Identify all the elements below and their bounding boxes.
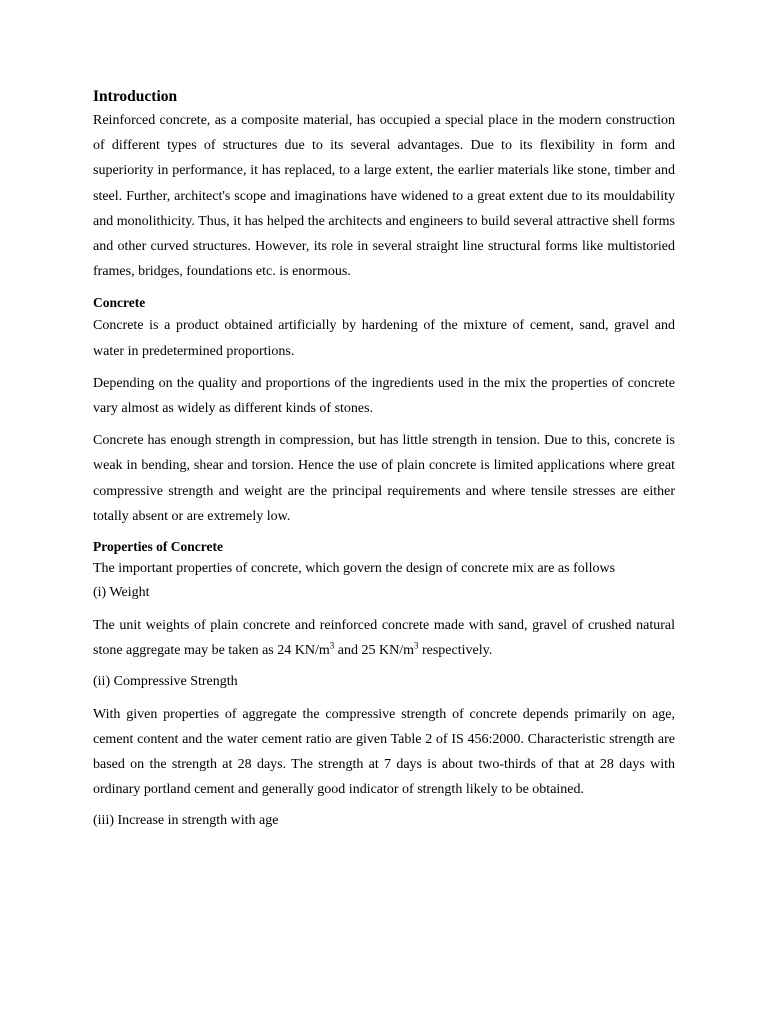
- weight-text-part3: respectively.: [418, 643, 493, 659]
- properties-intro: The important properties of concrete, which govern the design of concrete mix are as follows: [93, 561, 616, 577]
- concrete-paragraph-2: Depending on the quality and proportions of the ingredients used in the mix the properties of concrete vary almost as widely as different kinds of stones.: [93, 375, 675, 417]
- weight-superscript-2: 3: [413, 640, 419, 651]
- weight-superscript-1: 3: [329, 640, 335, 651]
- weight-text-part2: and 25 KN/m: [334, 643, 414, 659]
- weight-text-part1: The unit weights of plain concrete and reinforced concrete made with sand, gravel of crushed natural stone aggregate may be taken as 24 KN/m: [93, 618, 675, 659]
- weight-label: (i) Weight: [93, 585, 150, 601]
- section-heading-concrete: Concrete: [93, 295, 146, 311]
- section-heading-introduction: Introduction: [93, 88, 178, 105]
- introduction-paragraph: Reinforced concrete, as a composite material, has occupied a special place in the modern construction of different types of structures due to its several advantages. Due to its flexibility in form and superiority in performance, it has replaced, to a large extent, the earlier materials like stone, timber and steel. Further, architect's scope and imaginations have widened to a great extent due to its mouldability and monolithicity. Thus, it has helped the architects and engineers to build several attractive shell forms and other curved structures. However, its role in several straight line structural forms like multistoried frames, bridges, foundations etc. is enormous.: [93, 113, 675, 280]
- document-page: [93, 86, 675, 834]
- weight-paragraph: [93, 613, 675, 663]
- concrete-paragraph-3: Concrete has enough strength in compression, but has little strength in tension. Due to this, concrete is weak in bending, shear and torsion. Hence the use of plain concrete is limited applications where great compressive strength and weight are the principal requirements and where tensile stresses are either totally absent or are extremely low.: [93, 433, 675, 524]
- section-heading-properties: Properties of Concrete: [93, 539, 223, 555]
- compressive-strength-paragraph: With given properties of aggregate the compressive strength of concrete depends primarily on age, cement content and the water cement ratio are given Table 2 of IS 456:2000. Characteristic strength are based on the strength at 28 days. The strength at 7 days is about two-thirds of that at 28 days with ordinary portland cement and generally good indicator of strength likely to be obtained.: [93, 706, 675, 798]
- strength-with-age-label: (iii) Increase in strength with age: [93, 813, 279, 829]
- concrete-paragraph-1: Concrete is a product obtained artificially by hardening of the mixture of cement, sand, gravel and water in predetermined proportions.: [93, 318, 675, 359]
- compressive-strength-label: (ii) Compressive Strength: [93, 674, 238, 690]
